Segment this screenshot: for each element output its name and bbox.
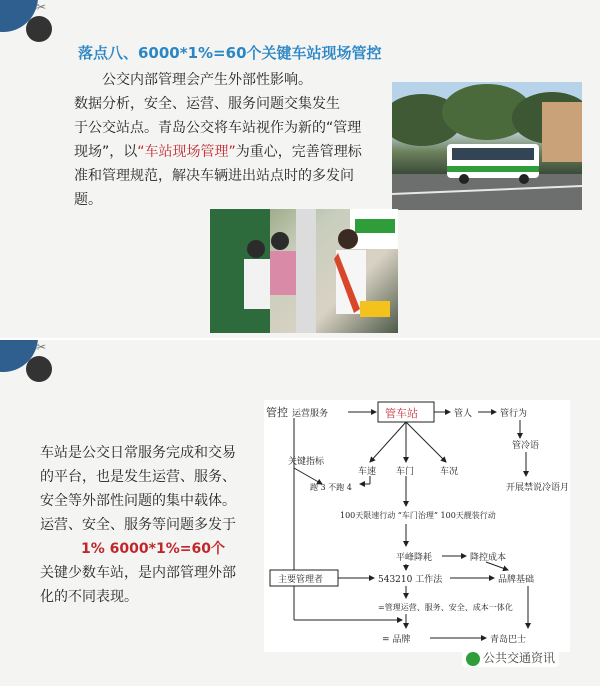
body-line: 数据分析，安全、运营、服务问题交集发生: [74, 96, 340, 112]
diagram-label: 关键指标: [288, 457, 325, 467]
diagram-label: 车速: [358, 467, 377, 477]
body-line: 化的不同表现。: [40, 589, 138, 605]
diagram-label: 管人: [454, 409, 473, 419]
body-line: 的平台，也是发生运营、服务、: [40, 469, 236, 485]
diagram-label: =管理运营、服务、安全、成本一体化: [378, 603, 513, 612]
scissors-icon: ✂: [36, 0, 47, 14]
diagram-label: = 品牌: [382, 635, 411, 645]
diagram-label: 管控: [266, 406, 288, 419]
body-line: 于公交站点。青岛公交将车站视作为新的“管理: [74, 120, 362, 136]
body-line: 公交内部管理会产生外部性影响。: [102, 72, 312, 88]
body-text: 现场”，以: [74, 144, 138, 160]
scissors-icon: ✂: [36, 340, 47, 354]
diagram-label: 543210 工作法: [378, 575, 443, 585]
slide-top: [0, 0, 600, 338]
wechat-icon: [466, 652, 480, 666]
diagram-label: 车况: [440, 467, 459, 477]
boarding-passengers-photo: [210, 209, 398, 333]
management-flow-diagram: [264, 400, 570, 652]
diagram-label: 管冷语: [512, 441, 540, 451]
diagram-label: 降控成本: [470, 553, 507, 563]
diagram-label: 车门: [396, 467, 415, 477]
diagram-label: 主要管理者: [278, 575, 324, 585]
bus-street-photo: [392, 82, 582, 210]
diagram-label: 平峰降耗: [396, 553, 433, 563]
formula-text: 1% 6000*1%=60个: [81, 541, 225, 557]
body-line: [74, 140, 382, 164]
body-line: 安全等外部性问题的集中载体。: [40, 493, 236, 509]
diagram-label: 管行为: [500, 409, 528, 419]
watermark-text: 公共交通资讯: [483, 651, 556, 665]
body-line: 题。: [74, 192, 102, 208]
slide1-body: [74, 68, 382, 212]
diagram-label: 100天限速行动 “车门治理” 100天靓装行动: [340, 511, 496, 520]
diagram-label: 开展禁说冷语月: [506, 483, 570, 493]
diagram-label: 跑 3 不跑 4: [310, 483, 352, 492]
body-line: 运营、安全、服务等问题多发于: [40, 517, 236, 533]
slide2-body: [40, 441, 266, 609]
diagram-label: 管车站: [385, 407, 418, 420]
body-line: 准和管理规范，解决车辆进出站点时的多发问: [74, 168, 354, 184]
corner-dot: [26, 356, 52, 382]
body-line: 车站是公交日常服务完成和交易: [40, 445, 236, 461]
wechat-watermark: [462, 648, 559, 667]
slide-heading: 落点八、6000*1%=60个关键车站现场管控: [78, 44, 382, 62]
diagram-label: 运营服务: [292, 409, 329, 419]
body-line: 关键少数车站，是内部管理外部: [40, 565, 236, 581]
diagram-label: 品牌基础: [498, 575, 535, 585]
corner-dot: [26, 16, 52, 42]
highlight-text: “车站现场管理”: [137, 144, 236, 160]
body-text: 为重心，完善管理标: [235, 144, 362, 160]
diagram-label: 青岛巴士: [490, 635, 527, 645]
